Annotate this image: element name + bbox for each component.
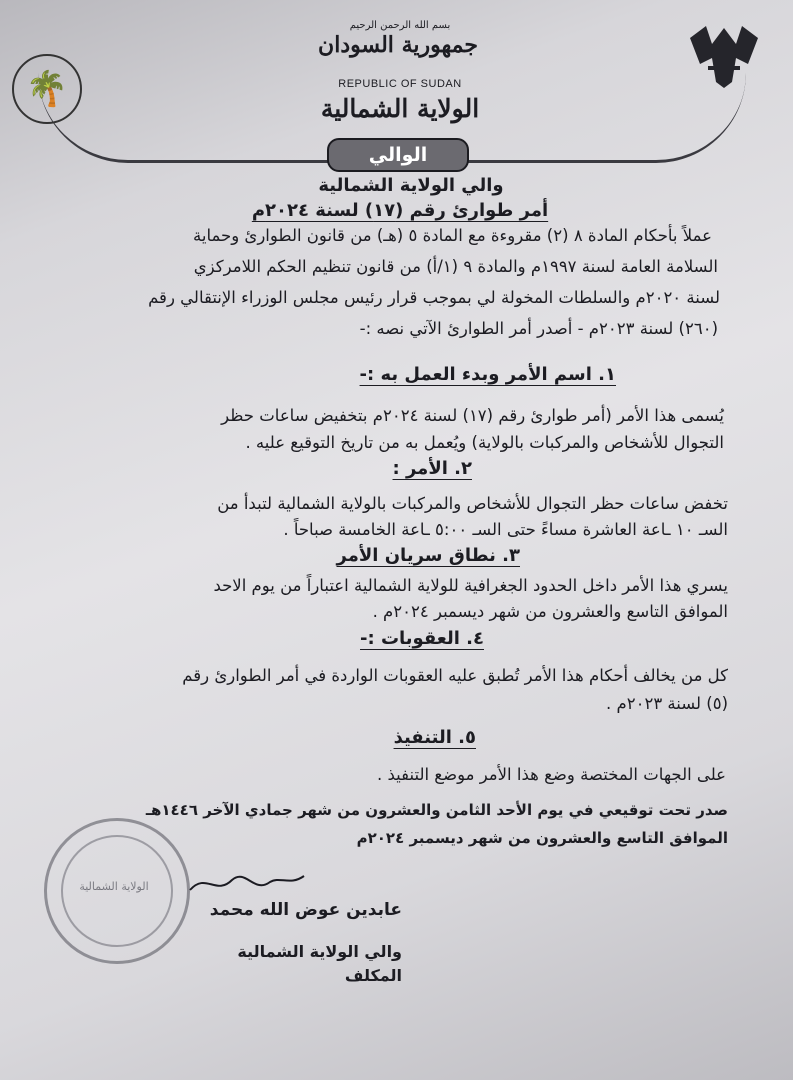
preamble-line-1: عملاً بأحكام المادة ٨ (٢) مقروءة مع المادة ٥ (هـ) من قانون الطوارئ وحماية — [193, 226, 712, 245]
section-2-line-2: السـ ١٠ ـاعة العاشرة مساءً حتى السـ ٥:٠٠ ـاعة الخامسة صباحاً . — [283, 520, 728, 539]
section-1-heading: ١. اسم الأمر وبدء العمل به :- — [359, 364, 616, 385]
section-4-line-2: (٥) لسنة ٢٠٢٣م . — [606, 694, 728, 713]
issued-line-2: الموافق التاسع والعشرون من شهر ديسمبر ٢٠٢٤م — [356, 829, 728, 847]
section-1-line-1: يُسمى هذا الأمر (أمر طوارئ رقم (١٧) لسنة ٢٠٢٤م بتخفيض ساعات حظر — [221, 406, 724, 425]
section-2-heading: ٢. الأمر : — [392, 458, 472, 479]
section-5-heading: ٥. التنفيذ — [393, 727, 476, 748]
section-3-heading: ٣. نطاق سريان الأمر — [336, 545, 520, 566]
section-3-line-1: يسري هذا الأمر داخل الحدود الجغرافية للولاية الشمالية اعتباراً من يوم الاحد — [213, 576, 728, 595]
palm-emblem-icon: 🌴 — [12, 54, 82, 124]
sudan-eagle-emblem-icon — [684, 18, 764, 90]
section-5-line-1: على الجهات المختصة وضع هذا الأمر موضع التنفيذ . — [377, 765, 726, 784]
republic-title-ar: جمهورية السودان — [318, 32, 478, 58]
signatory-name: عابدين عوض الله محمد — [209, 900, 402, 920]
seal-text: الولاية الشمالية — [79, 880, 149, 893]
preamble-line-4: (٢٦٠) لسنة ٢٠٢٣م - أصدر أمر الطوارئ الآتي نصه :- — [359, 319, 718, 338]
office-label: الوالي — [327, 138, 469, 172]
order-title: أمر طوارئ رقم (١٧) لسنة ٢٠٢٤م — [251, 200, 549, 221]
signatory-position: والي الولاية الشمالية المكلف — [237, 942, 402, 985]
section-1-line-2: التجوال للأشخاص والمركبات بالولاية) ويُعمل به من تاريخ التوقيع عليه . — [245, 433, 724, 452]
preamble-line-2: السلامة العامة لسنة ١٩٩٧م والمادة ٩ (١/أ) من قانون تنظيم الحكم اللامركزي — [193, 257, 718, 276]
issued-line-1: صدر تحت توقيعي في يوم الأحد الثامن والعشرون من شهر جمادي الآخر ١٤٤٦هـ — [145, 801, 728, 819]
section-4-line-1: كل من يخالف أحكام هذا الأمر تُطبق عليه العقوبات الواردة في أمر الطوارئ رقم — [182, 666, 728, 685]
section-3-line-2: الموافق التاسع والعشرون من شهر ديسمبر ٢٠٢٤م . — [372, 602, 728, 621]
issuer-title: والي الولاية الشمالية — [318, 175, 504, 196]
section-4-heading: ٤. العقوبات :- — [360, 628, 484, 649]
state-title: الولاية الشمالية — [320, 94, 480, 123]
signature-icon — [188, 868, 306, 898]
section-2-line-1: تخفض ساعات حظر التجوال للأشخاص والمركبات بالولاية الشمالية لتبدأ من — [217, 494, 728, 513]
republic-title-en: REPUBLIC OF SUDAN — [338, 78, 462, 90]
preamble-line-3: لسنة ٢٠٢٠م والسلطات المخولة لي بموجب قرار رئيس مجلس الوزراء الإنتقالي رقم — [148, 288, 720, 307]
bismillah-text: بسم الله الرحمن الرحيم — [349, 20, 451, 31]
